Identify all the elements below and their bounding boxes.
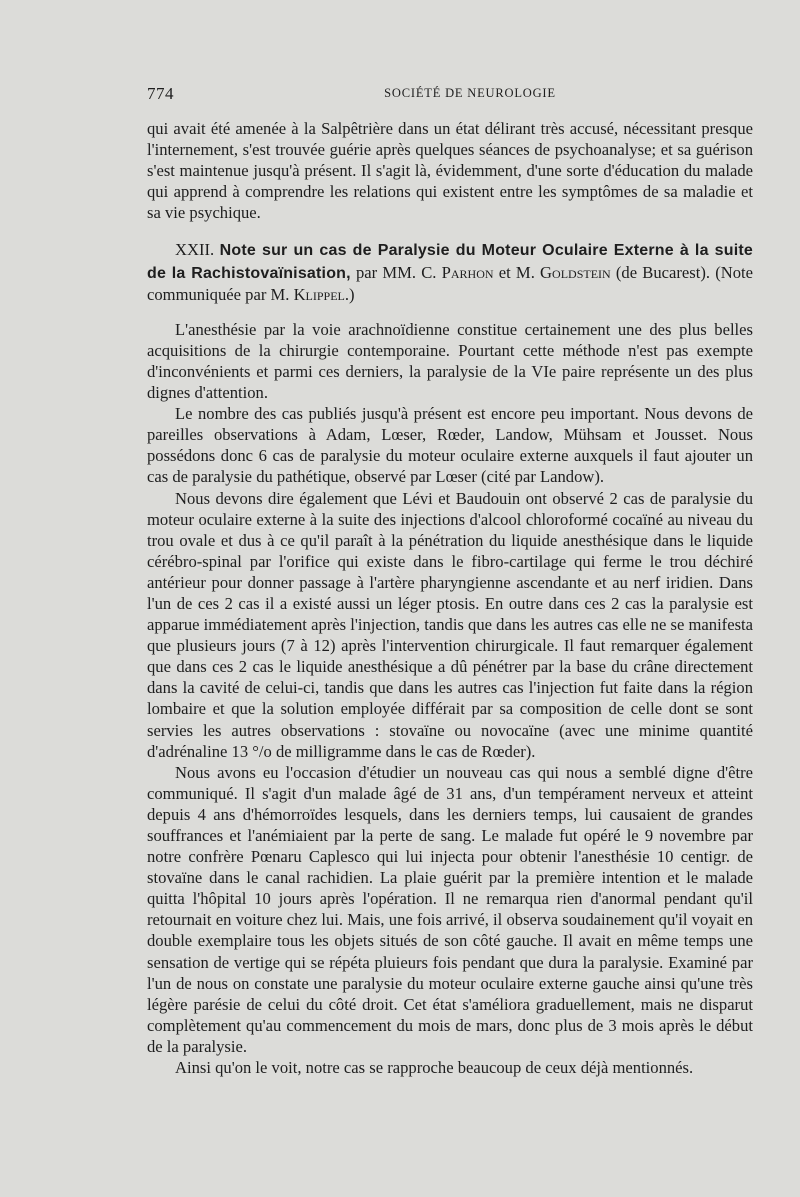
paragraph: Nous devons dire également que Lévi et Baudouin ont observé 2 cas de paralysie du moteur oculaire externe à la suite des injections d'alcool chloroformé cocaïné au niveau du trou ovale et dus à ce qu'il paraît à la pénétration du liquide anesthésique dans le liquide cérébro-spinal par l'orifice qui existe dans le fibro-cartilage qui ferme le trou déchiré antérieur pour donner passage à l'artère pharyngienne ascendante et au nerf iridien. Dans l'un de ces 2 cas il a existé aussi un léger ptosis. En outre dans ces 2 cas la paralysie est apparue immédiatement après l'injection, tandis que dans les autres cas elle ne se manifesta que plusieurs jours (7 à 12) après l'intervention chirurgicale. Il faut remarquer également que dans ces 2 cas le liquide anesthésique a dû pénétrer par la base du crâne directement dans la cavité de celui-ci, tandis que dans les autres cas l'injection fut faite dans la région lombaire et que la solution employée différait par sa composition de celle dont se sont servies les autres observations : stovaïne ou novocaïne (avec une minime quantité d'adrénaline 13 °/o de milligramme dans le cas de Rœder). xyxy=(147,488,753,761)
paragraph: Ainsi qu'on le voit, notre cas se rapproche beaucoup de ceux déjà mentionnés. xyxy=(175,1058,694,1078)
byline-end: .) xyxy=(344,284,355,304)
communicator-klippel: Klippel xyxy=(293,284,345,304)
paragraph: Nous avons eu l'occasion d'étudier un nouveau cas qui nous a semblé digne d'être communiqué. Il s'agit d'un malade âgé de 31 ans, d'un tempérament nerveux et atteint depuis 4 ans d'hémorroïdes lesquels, dans les derniers temps, lui causaient de grandes souffrances et l'anémiaient par la perte de sang. Le malade fut opéré le 9 novembre par notre confrère Pœnaru Caplesco qui lui injecta pour obtenir l'anesthésie 10 centigr. de stovaïne dans le canal rachidien. La plaie guérit par la première intention et le malade quitta l'hôpital 10 jours après l'opération. Il ne remarqua rien d'anormal pendant qu'il retournait en voiture chez lui. Mais, une fois arrivé, il observa soudainement qu'il voyait en double exemplaire tous les objets situés de son côté gauche. Il avait en même temps une sensation de vertige qui se répéta pluieurs fois pendant que dura la paralysie. Examiné par l'un de nous on constate une paralysie du moteur oculaire externe gauche ainsi qu'une très légère parésie de celui du côté droit. Cet état s'améliora graduellement, mais ne disparut complètement qu'au commencement du mois de mars, donc plus de 3 mois après le début de la paralysie. xyxy=(147,762,753,1056)
byline-pre: par MM. C. xyxy=(356,262,437,282)
page-number: 774 xyxy=(147,84,174,103)
running-title: SOCIÉTÉ DE NEUROLOGIE xyxy=(384,86,556,100)
section-number: XXII. xyxy=(175,240,215,260)
page-body xyxy=(147,118,753,1078)
byline-post: (de Bucarest). (Note communiquée par M. xyxy=(147,262,753,304)
byline-mid: et M. xyxy=(498,262,535,282)
section-title: Note sur un cas de Paralysie du Moteur Oculaire Externe à la suite de la Rachistovaïnisation, xyxy=(147,242,753,282)
author-goldstein: Goldstein xyxy=(540,262,611,282)
paragraph: Le nombre des cas publiés jusqu'à présent est encore peu important. Nous devons de pareilles observations à Adam, Lœser, Rœder, Landow, Mühsam et Jousset. Nous possédons donc 6 cas de paralysie du moteur oculaire externe auxquels il faut ajouter un cas de paralysie du pathétique, observé par Lœser (cité par Landow). xyxy=(147,404,753,487)
page-header xyxy=(147,84,753,106)
continuation-paragraph: qui avait été amenée à la Salpêtrière dans un état délirant très accusé, nécessitant presque l'internement, s'est trouvée guérie après quelques séances de psychoanalyse; et sa guérison s'est maintenue jusqu'à présent. Il s'agit là, évidemment, d'une sorte d'éducation du malade qui apprend à comprendre les relations qui existent entre les symptômes de sa maladie et sa vie psychique. xyxy=(147,119,753,223)
paragraph: L'anesthésie par la voie arachnoïdienne constitue certainement une des plus belles acquisitions de la chirurgie contemporaine. Pourtant cette méthode n'est pas exempte d'inconvénients et parmi ces derniers, la paralysie de la VIe paire représente un des plus dignes d'attention. xyxy=(147,319,753,403)
section-heading xyxy=(147,239,753,304)
author-parhon: Parhon xyxy=(441,262,494,282)
